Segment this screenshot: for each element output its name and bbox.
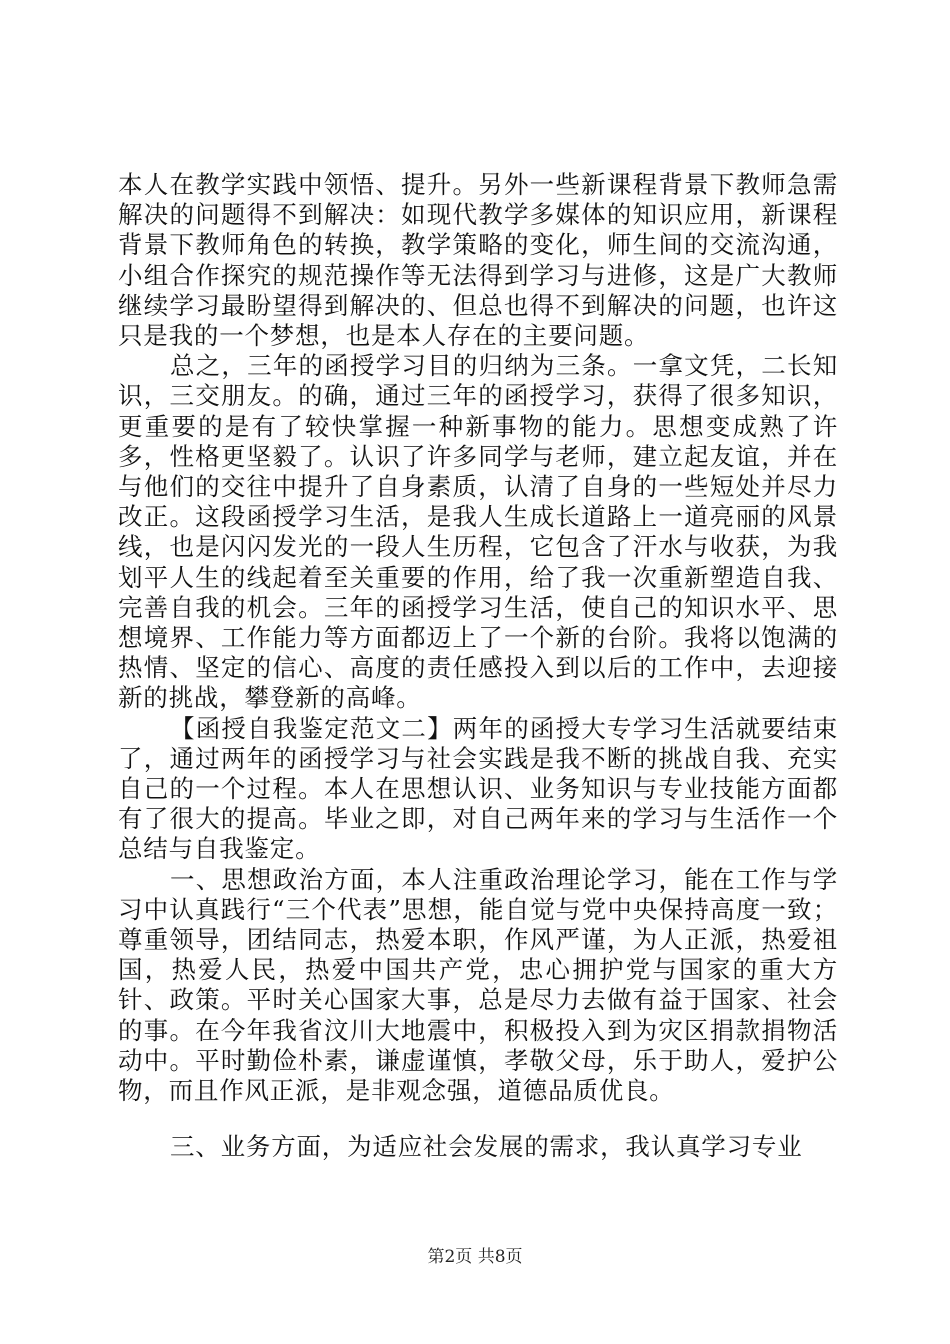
page-number-footer: 第2页 共8页 xyxy=(427,1247,523,1267)
paragraph-sample-two-intro: 【函授自我鉴定范文二】两年的函授大专学习生活就要结束了，通过两年的函授学习与社会实践是我不断的挑战自我、充实自己的一个过程。本人在思想认识、业务知识与专业技能方面都有了很大的提高。毕业之即，对自己两年来的学习与生活作一个总结与自我鉴定。 xyxy=(118,713,838,864)
paragraph-summary: 总之，三年的函授学习目的归纳为三条。一拿文凭，二长知识，三交朋友。的确，通过三年的函授学习，获得了很多知识，更重要的是有了较快掌握一种新事物的能力。思想变成熟了许多，性格更坚毅了。认识了许多同学与老师，建立起友谊，并在与他们的交往中提升了自身素质，认清了自身的一些短处并尽力改正。这段函授学习生活，是我人生成长道路上一道亮丽的风景线，也是闪闪发光的一段人生历程，它包含了汗水与收获，为我划平人生的线起着至关重要的作用，给了我一次重新塑造自我、完善自我的机会。三年的函授学习生活，使自己的知识水平、思想境界、工作能力等方面都迈上了一个新的台阶。我将以饱满的热情、坚定的信心、高度的责任感投入到以后的工作中，去迎接新的挑战，攀登新的高峰。 xyxy=(118,351,838,713)
document-body xyxy=(118,170,838,1163)
paragraph-business: 三、业务方面，为适应社会发展的需求，我认真学习专业 xyxy=(170,1132,803,1162)
paragraph-political: 一、思想政治方面，本人注重政治理论学习，能在工作与学习中认真践行“三个代表”思想，能自觉与党中央保持高度一致；尊重领导，团结同志，热爱本职，作风严谨，为人正派，热爱祖国，热爱人民，热爱中国共产党，忠心拥护党与国家的重大方针、政策。平时关心国家大事，总是尽力去做有益于国家、社会的事。在今年我省汶川大地震中，积极投入到为灾区捐款捐物活动中。平时勤俭朴素，谦虚谨慎，孝敬父母，乐于助人，爱护公物，而且作风正派，是非观念强，道德品质优良。 xyxy=(118,864,838,1106)
paragraph-continued: 本人在教学实践中领悟、提升。另外一些新课程背景下教师急需解决的问题得不到解决：如现代教学多媒体的知识应用，新课程背景下教师角色的转换，教学策略的变化，师生间的交流沟通，小组合作探究的规范操作等无法得到学习与进修，这是广大教师继续学习最盼望得到解决的、但总也得不到解决的问题，也许这只是我的一个梦想，也是本人存在的主要问题。 xyxy=(118,170,838,351)
